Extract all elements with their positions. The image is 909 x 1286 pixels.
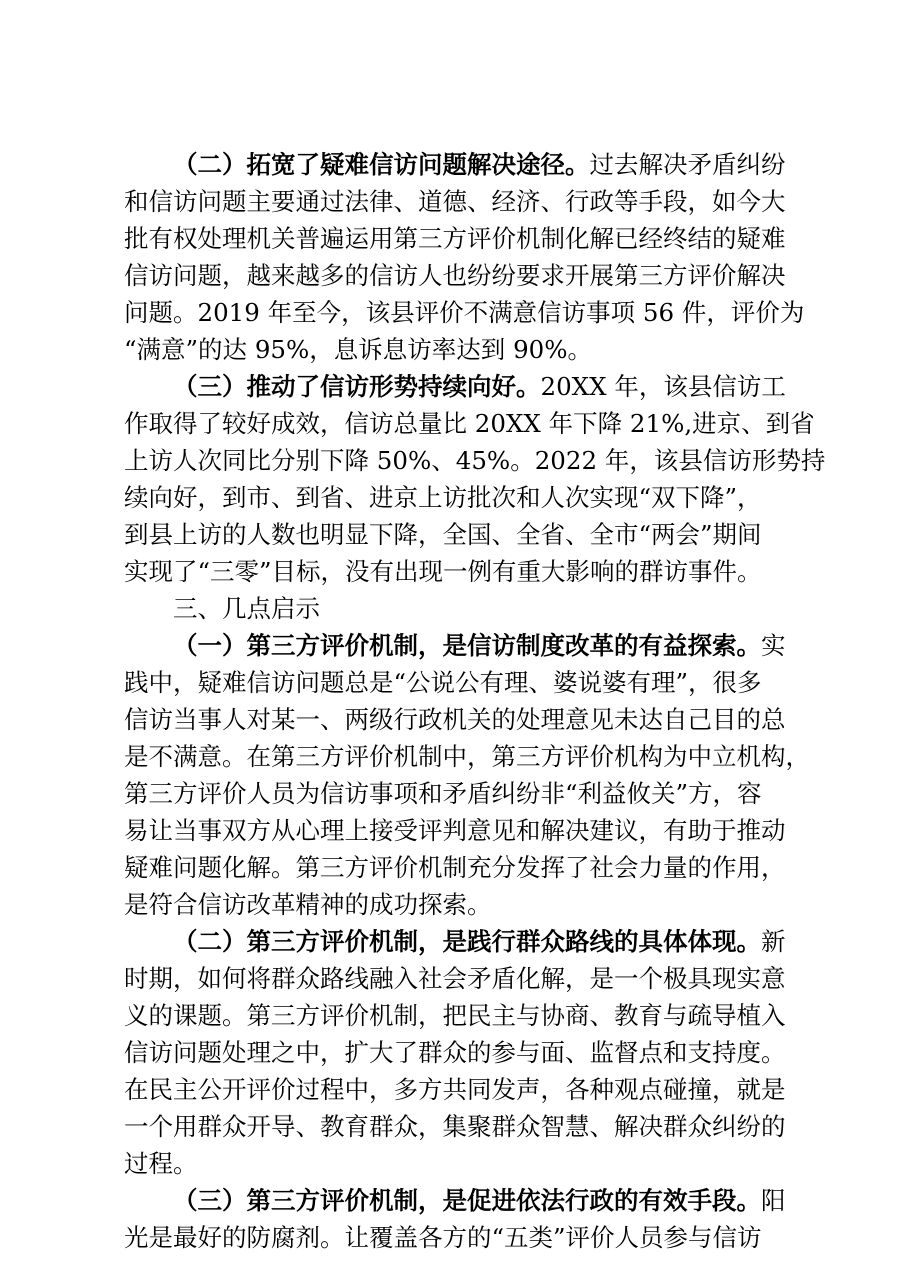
paragraph-line	[124, 554, 762, 590]
body-text: 第三方评价人员为信访事项和矛盾纠纷非“利益攸关”方，容	[124, 779, 762, 808]
body-text: 是不满意。在第三方评价机制中，第三方评价机构为中立机构，	[124, 742, 810, 771]
paragraph-line	[124, 295, 804, 331]
paragraph-line	[124, 702, 786, 738]
paragraph-line	[124, 1220, 762, 1256]
paragraph-line	[124, 480, 762, 516]
body-text: 易让当事双方从心理上接受评判意见和解决建议，有助于推动	[124, 816, 786, 845]
paragraph-line	[124, 1072, 786, 1108]
paragraph-line	[173, 924, 786, 960]
body-text: 疑难问题化解。第三方评价机制充分发挥了社会力量的作用，	[124, 853, 786, 882]
body-text: 义的课题。第三方评价机制，把民主与协商、教育与疏导植入	[124, 1001, 786, 1030]
body-text: 续向好，到市、到省、进京上访批次和人次实现“双下降”，	[124, 483, 762, 512]
subheading-text: （三）推动了信访形势持续向好。	[173, 372, 541, 401]
body-text: 光是最好的防腐剂。让覆盖各方的“五类”评价人员参与信访	[124, 1223, 762, 1252]
body-text: 阳	[761, 1186, 786, 1215]
body-text: 批有权处理机关普遍运用第三方评价机制化解已经终结的疑难	[124, 224, 786, 253]
body-text: 践中，疑难信访问题总是“公说公有理、婆说婆有理”，很多	[124, 668, 762, 697]
paragraph-line	[124, 332, 592, 368]
paragraph-line	[124, 1109, 786, 1145]
subheading-text: （一）第三方评价机制，是信访制度改革的有益探索。	[173, 631, 761, 660]
paragraph-line	[173, 1183, 786, 1219]
paragraph-line	[173, 147, 786, 183]
body-text: 和信访问题主要通过法律、道德、经济、行政等手段，如今大	[124, 187, 786, 216]
paragraph-line	[124, 998, 786, 1034]
body-text: 20XX 年，该县信访工	[540, 372, 786, 401]
subheading-text: （二）拓宽了疑难信访问题解决途径。	[173, 150, 590, 179]
paragraph-line	[124, 258, 786, 294]
subheading-text: （三）第三方评价机制，是促进依法行政的有效手段。	[173, 1186, 761, 1215]
paragraph-line	[124, 1035, 786, 1071]
body-text: 在民主公开评价过程中，多方共同发声，各种观点碰撞，就是	[124, 1075, 786, 1104]
paragraph-line	[124, 887, 492, 923]
body-text: 实现了“三零”目标，没有出现一例有重大影响的群访事件。	[124, 557, 762, 586]
body-text: 信访问题，越来越多的信访人也纷纷要求开展第三方评价解决	[124, 261, 786, 290]
paragraph-line	[124, 665, 762, 701]
body-text: 是符合信访改革精神的成功探索。	[124, 890, 492, 919]
heading-text: 三、几点启示	[173, 594, 320, 623]
body-text: 上访人次同比分别下降 50%、45%。2022 年，该县信访形势持	[124, 446, 826, 475]
body-text: 问题。2019 年至今，该县评价不满意信访事项 56 件，评价为	[124, 298, 805, 327]
paragraph-line	[124, 1146, 198, 1182]
paragraph-line	[124, 443, 825, 479]
paragraph-line	[124, 850, 786, 886]
subheading-text: （二）第三方评价机制，是践行群众路线的具体体现。	[173, 927, 761, 956]
paragraph-line	[124, 813, 786, 849]
body-text: 信访当事人对某一、两级行政机关的处理意见未达自己目的总	[124, 705, 786, 734]
paragraph-line	[124, 406, 815, 442]
paragraph-line	[124, 184, 786, 220]
body-text: 过去解决矛盾纠纷	[589, 150, 786, 179]
body-text: 信访问题处理之中，扩大了群众的参与面、监督点和支持度。	[124, 1038, 786, 1067]
paragraph-line	[124, 776, 762, 812]
paragraph-line	[124, 961, 786, 997]
body-text: 作取得了较好成效，信访总量比 20XX 年下降 21%,进京、到省	[124, 409, 815, 438]
paragraph-line	[173, 369, 786, 405]
body-text: 一个用群众开导、教育群众，集聚群众智慧、解决群众纠纷的	[124, 1112, 786, 1141]
paragraph-line	[173, 628, 786, 664]
section-heading	[173, 591, 320, 627]
paragraph-line	[124, 221, 786, 257]
body-text: 新	[761, 927, 786, 956]
body-text: 过程。	[124, 1149, 198, 1178]
paragraph-line	[124, 517, 762, 553]
body-text: 实	[761, 631, 786, 660]
paragraph-line	[124, 739, 810, 775]
body-text: 到县上访的人数也明显下降，全国、全省、全市“两会”期间	[124, 520, 762, 549]
body-text: “满意”的达 95%，息诉息访率达到 90%。	[124, 335, 593, 364]
body-text: 时期，如何将群众路线融入社会矛盾化解，是一个极具现实意	[124, 964, 786, 993]
